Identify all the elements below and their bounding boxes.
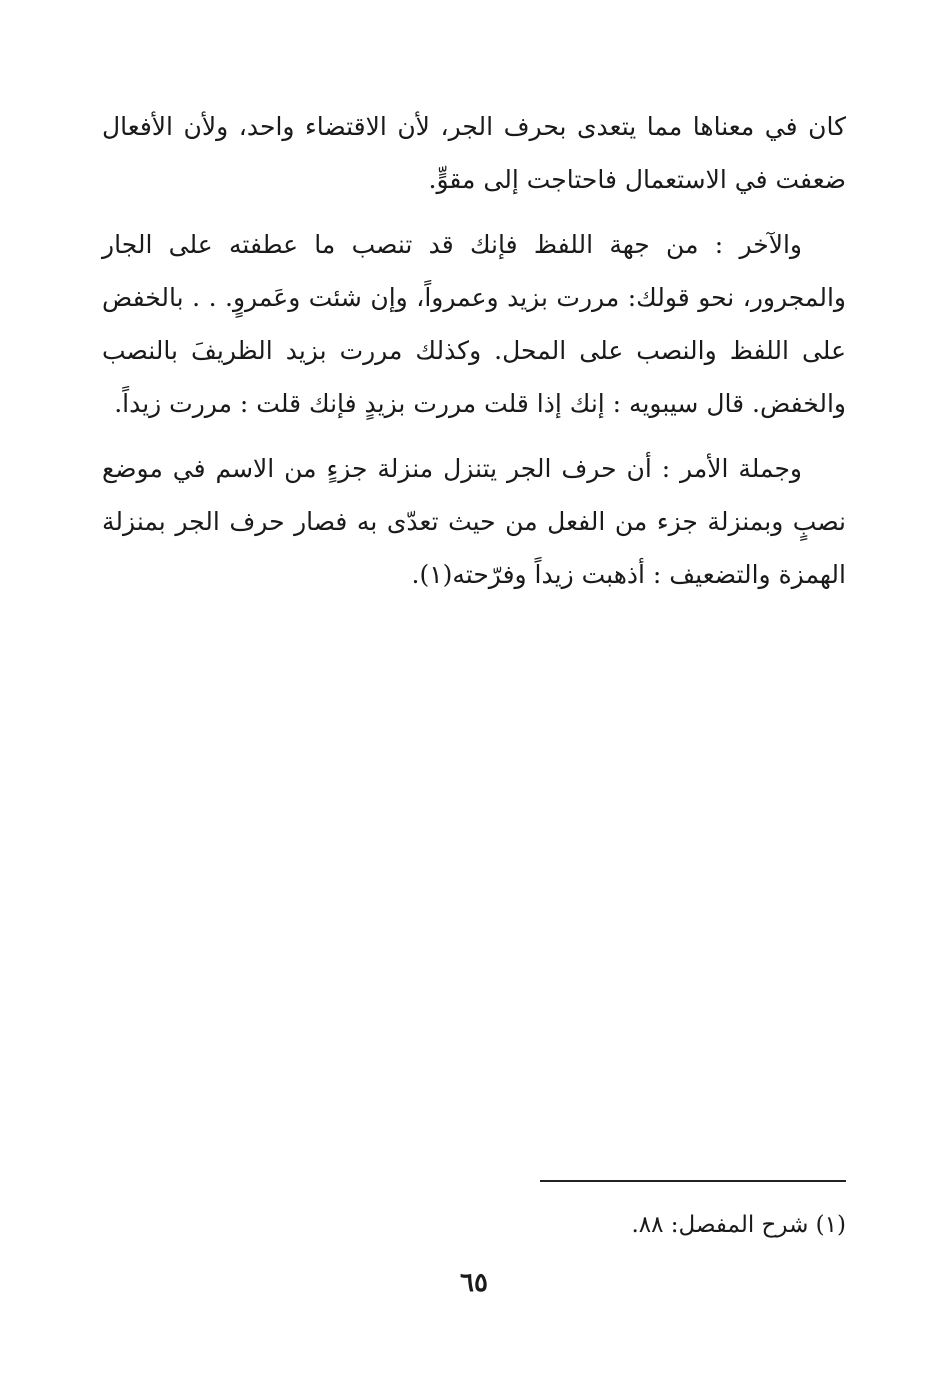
paragraph-2: والآخر : من جهة اللفظ فإنك قد تنصب ما عطفته على الجار والمجرور، نحو قولك: مررت بزيد وعمرواً، وإن شئت وعَمروٍ. . . بالخفض على اللفظ والنصب على المحل. وكذلك مررت بزيد الظريفَ بالنصب والخفض. قال سيبويه : إنك إذا قلت مررت بزيدٍ فإنك قلت : مررت زيداً. xyxy=(102,230,846,418)
paragraph-3: وجملة الأمر : أن حرف الجر يتنزل منزلة جزءٍ من الاسم في موضع نصبٍ وبمنزلة جزء من الفعل من حيث تعدّى به فصار حرف الجر بمنزلة الهمزة والتضعيف : أذهبت زيداً وفرّحته(١). xyxy=(102,454,846,589)
footnote-divider xyxy=(540,1180,846,1182)
footnote: (١) شرح المفصل: ٨٨. xyxy=(631,1212,846,1238)
page-number: ٦٥ xyxy=(460,1268,488,1298)
paragraph-1: كان في معناها مما يتعدى بحرف الجر، لأن الاقتضاء واحد، ولأن الأفعال ضعفت في الاستعمال فاحتاجت إلى مقوٍّ. xyxy=(102,112,846,194)
main-text xyxy=(102,100,846,613)
